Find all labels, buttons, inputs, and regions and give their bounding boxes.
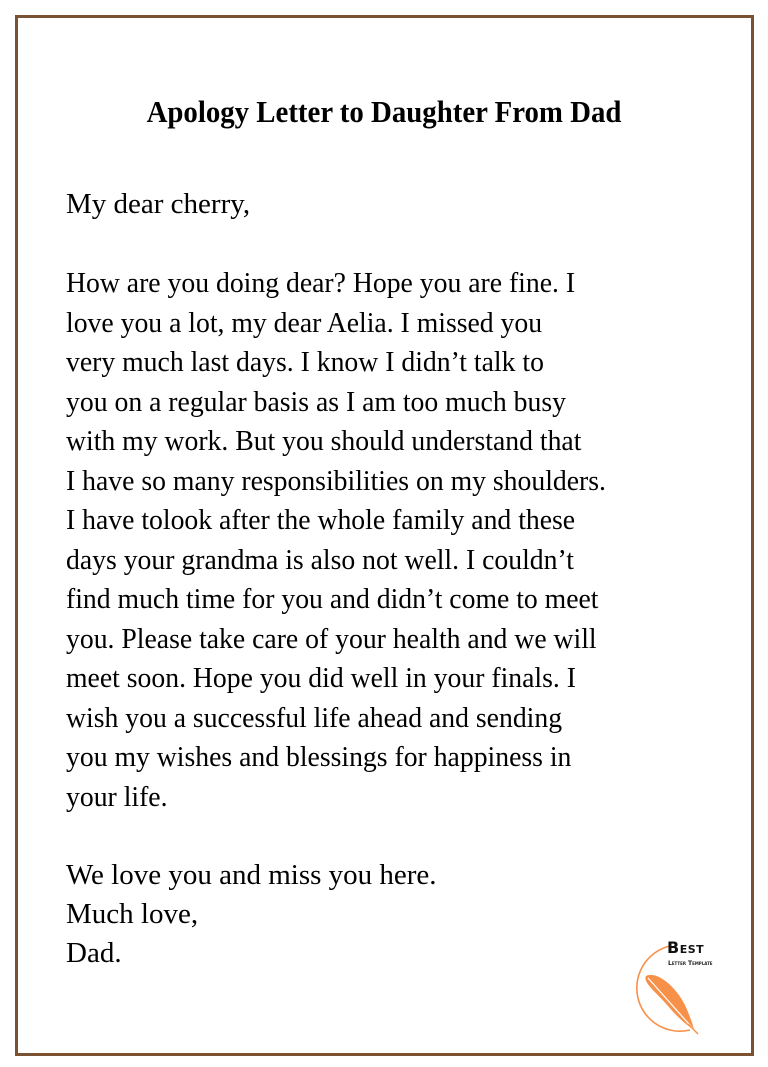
body-line: with my work. But you should understand that bbox=[66, 425, 582, 457]
body-line: you on a regular basis as I am too much busy bbox=[66, 385, 566, 418]
body-line: you my wishes and blessings for happiness in bbox=[66, 741, 572, 773]
body-line: you. Please take care of your health and we will bbox=[66, 622, 597, 655]
salutation: My dear cherry, bbox=[66, 188, 251, 220]
body-line: meet soon. Hope you did well in your finals. I bbox=[66, 662, 576, 694]
body-line: days your grandma is also not well. I couldn’t bbox=[66, 543, 574, 576]
logo-brand-text: Best bbox=[667, 938, 705, 957]
sign-off: Much love, bbox=[66, 898, 199, 930]
body-line: I have tolook after the whole family and these bbox=[66, 504, 576, 536]
closing-line: We love you and miss you here. bbox=[66, 859, 437, 891]
signature: Dad. bbox=[66, 937, 122, 969]
body-line: I have so many responsibilities on my shoulders. bbox=[66, 464, 606, 497]
letter-title: Apology Letter to Daughter From Dad bbox=[146, 94, 622, 129]
body-line: wish you a successful life ahead and sending bbox=[66, 701, 563, 734]
body-line: very much last days. I know I didn’t talk to bbox=[66, 346, 544, 378]
brand-logo bbox=[618, 932, 738, 1042]
body-line: your life. bbox=[66, 780, 168, 813]
body-line: How are you doing dear? Hope you are fine. I bbox=[66, 267, 576, 299]
logo-tagline: Letter Template bbox=[668, 960, 713, 967]
body-line: love you a lot, my dear Aelia. I missed you bbox=[66, 306, 543, 339]
body-line: find much time for you and didn’t come to meet bbox=[66, 583, 599, 615]
